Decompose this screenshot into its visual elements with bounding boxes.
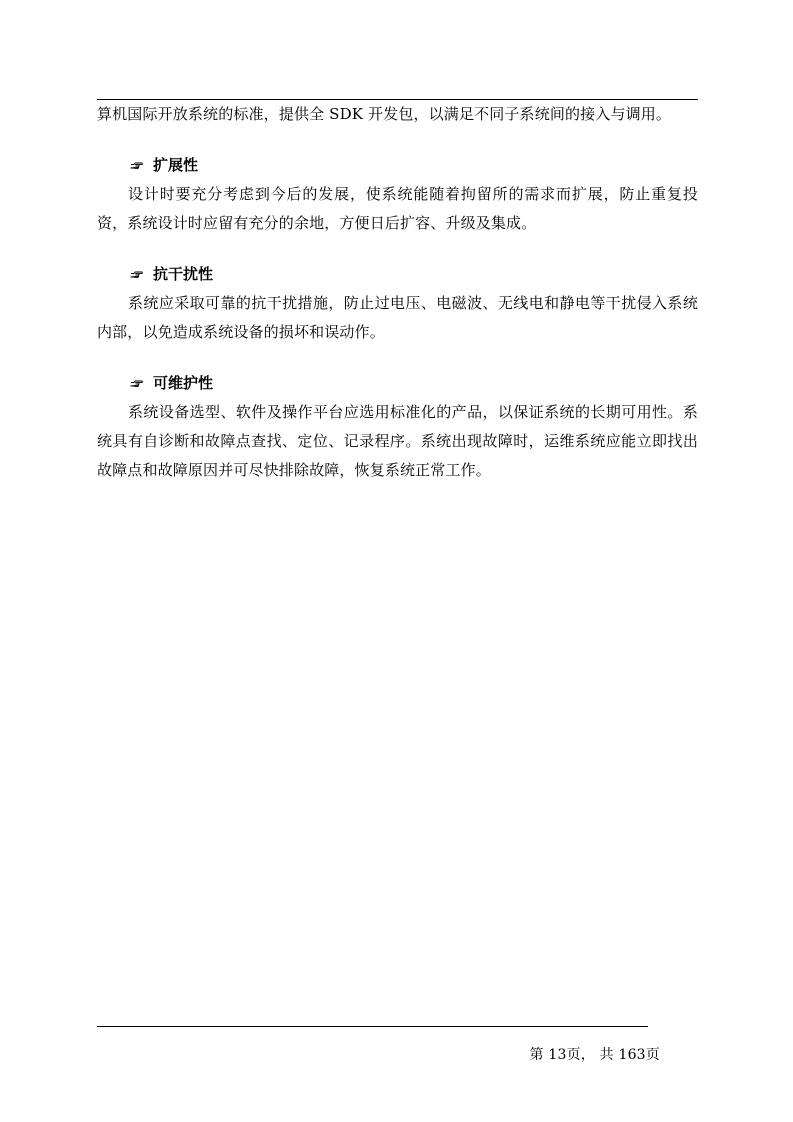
section-maintainability [97, 368, 698, 485]
document-body [97, 100, 698, 485]
section-text: 设计时要充分考虑到今后的发展，使系统能随着拘留所的需求而扩展，防止重复投资，系统设计时应留有充分的余地，方便日后扩容、升级及集成。 [97, 185, 698, 232]
section-heading [97, 368, 698, 398]
page-number: 第 13页， 共 163页 [529, 1047, 660, 1063]
pointing-hand-icon [130, 160, 143, 170]
section-text: 系统设备选型、软件及操作平台应选用标准化的产品，以保证系统的长期可用性。系统具有自诊断和故障点查找、定位、记录程序。系统出现故障时，运维系统应能立即找出故障点和故障原因并可尽快排除故障，恢复系统正常工作。 [97, 403, 698, 479]
section-extensibility [97, 150, 698, 238]
section-heading [97, 150, 698, 180]
section-title: 可维护性 [153, 374, 214, 392]
section-title: 抗干扰性 [153, 265, 214, 283]
footer-rule [97, 1026, 648, 1027]
pointing-hand-icon [130, 269, 143, 279]
pointing-hand-icon [130, 378, 143, 388]
intro-paragraph: 算机国际开放系统的标准，提供全 SDK 开发包，以满足不同子系统间的接入与调用。 [97, 105, 672, 123]
section-heading [97, 259, 698, 289]
section-text: 系统应采取可靠的抗干扰措施，防止过电压、电磁波、无线电和静电等干扰侵入系统内部，以免造成系统设备的损坏和误动作。 [97, 294, 698, 341]
section-title: 扩展性 [153, 156, 199, 174]
section-interference-resistance [97, 259, 698, 347]
